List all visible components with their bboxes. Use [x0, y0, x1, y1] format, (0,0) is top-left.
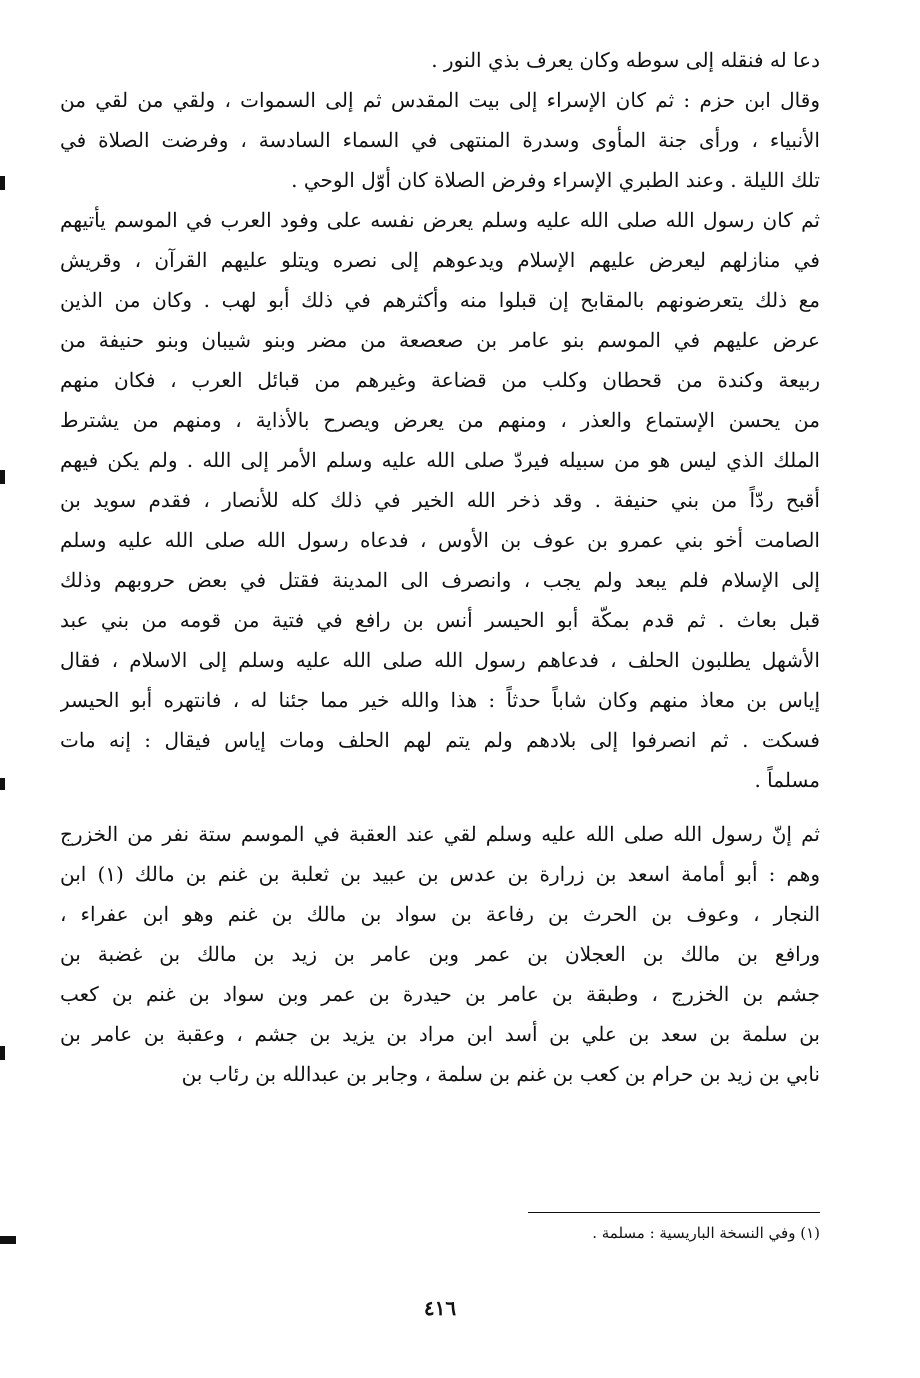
- text-line: فسكت . ثم انصرفوا إلى بلادهم ولم يتم لهم الحلف ومات إياس فيقال : إنه مات: [60, 728, 820, 752]
- paragraph: [60, 200, 820, 800]
- text-line: إياس بن معاذ منهم وكان شاباً حدثاً : هذا والله خير مما جئنا له ، فانتهره أبو الحيسر: [60, 688, 820, 712]
- margin-mark: [0, 778, 5, 790]
- text-line: من يحسن الإستماع والعذر ، ومنهم من يعرض ويصرح بالأذاية ، ومنهم من يشترط: [60, 408, 820, 432]
- paragraph: [60, 814, 820, 1094]
- text-line: دعا له فنقله إلى سوطه وكان يعرف بذي النور .: [431, 48, 820, 72]
- text-line: نابي بن زيد بن حرام بن كعب بن غنم بن سلمة ، وجابر بن عبدالله بن رئاب بن: [181, 1062, 820, 1086]
- footnote-separator: [528, 1212, 820, 1213]
- text-line: إلى الإسلام فلم يبعد ولم يجب ، وانصرف الى المدينة فقتل في بعض حروبهم وذلك: [60, 568, 820, 592]
- paragraph-gap: [60, 800, 820, 814]
- page-number: ٤١٦: [423, 1296, 457, 1320]
- margin-mark: [0, 470, 5, 484]
- body-text: [60, 40, 820, 1094]
- scan-edge-mark: [0, 1236, 16, 1244]
- text-line: أقبح ردّاً من بني حنيفة . وقد ذخر الله الخير في ذلك كله للأنصار ، فقدم سويد بن: [60, 488, 820, 512]
- text-line: الملك الذي ليس هو من سبيله فيردّ صلى الله عليه وسلم الأمر إلى الله . ولم يكن فيهم: [60, 448, 820, 472]
- text-line: ورافع بن مالك بن العجلان بن عمر وبن عامر بن زيد بن مالك بن غضبة بن: [60, 942, 820, 966]
- text-line: بن سلمة بن سعد بن علي بن أسد ابن مراد بن يزيد بن جشم ، وعقبة بن عامر بن: [60, 1022, 820, 1046]
- margin-mark: [0, 1046, 5, 1060]
- text-line: تلك الليلة . وعند الطبري الإسراء وفرض الصلاة كان أوّل الوحي .: [291, 168, 820, 192]
- text-line: الصامت أخو بني عمرو بن عوف بن الأوس ، فدعاه رسول الله صلى الله عليه وسلم: [60, 528, 820, 552]
- text-line: جشم بن الخزرج ، وطبقة بن عامر بن حيدرة بن عمر وبن سواد بن غنم بن كعب: [60, 982, 820, 1006]
- text-line: عرض عليهم في الموسم بنو عامر بن صعصعة من مضر وبنو شيبان وبنو حنيفة من: [60, 328, 820, 352]
- text-line: الأنبياء ، ورأى جنة المأوى وسدرة المنتهى في السماء السادسة ، وفرضت الصلاة في: [60, 128, 820, 152]
- text-line: الأشهل يطلبون الحلف ، فدعاهم رسول الله صلى الله عليه وسلم إلى الاسلام ، فقال: [60, 648, 820, 672]
- text-line: قبل بعاث . ثم قدم بمكّة أبو الحيسر أنس بن رافع في فتية من قومه من بني عبد: [60, 608, 820, 632]
- footnote: (١) وفي النسخة الباريسية : مسلمة .: [592, 1224, 820, 1242]
- paragraph: [60, 80, 820, 200]
- text-line: ثم إنّ رسول الله صلى الله عليه وسلم لقي عند العقبة في الموسم ستة نفر من الخزرج: [60, 822, 820, 846]
- text-line: مع ذلك يتعرضونهم بالمقابح إن قبلوا منه وأكثرهم في ذلك أبو لهب . وكان من الذين: [60, 288, 820, 312]
- margin-mark: [0, 176, 5, 190]
- book-page: [60, 40, 820, 1340]
- text-line: وهم : أبو أمامة اسعد بن زرارة بن عدس بن عبيد بن ثعلبة بن غنم بن مالك (١) ابن: [60, 862, 820, 886]
- text-line: النجار ، وعوف بن الحرث بن رفاعة بن سواد بن مالك بن غنم وهو ابن عفراء ،: [60, 902, 820, 926]
- text-line: مسلماً .: [754, 768, 820, 792]
- paragraph: [60, 40, 820, 80]
- text-line: وقال ابن حزم : ثم كان الإسراء إلى بيت المقدس ثم إلى السموات ، ولقي من لقي من: [60, 88, 820, 112]
- text-line: في منازلهم ليعرض عليهم الإسلام ويدعوهم إلى نصره ويتلو عليهم القرآن ، وقريش: [60, 248, 820, 272]
- text-line: ربيعة وكندة من قحطان وكلب من قضاعة وغيرهم من قبائل العرب ، فكان منهم: [60, 368, 820, 392]
- text-line: ثم كان رسول الله صلى الله عليه وسلم يعرض نفسه على وفود العرب في الموسم يأتيهم: [60, 208, 820, 232]
